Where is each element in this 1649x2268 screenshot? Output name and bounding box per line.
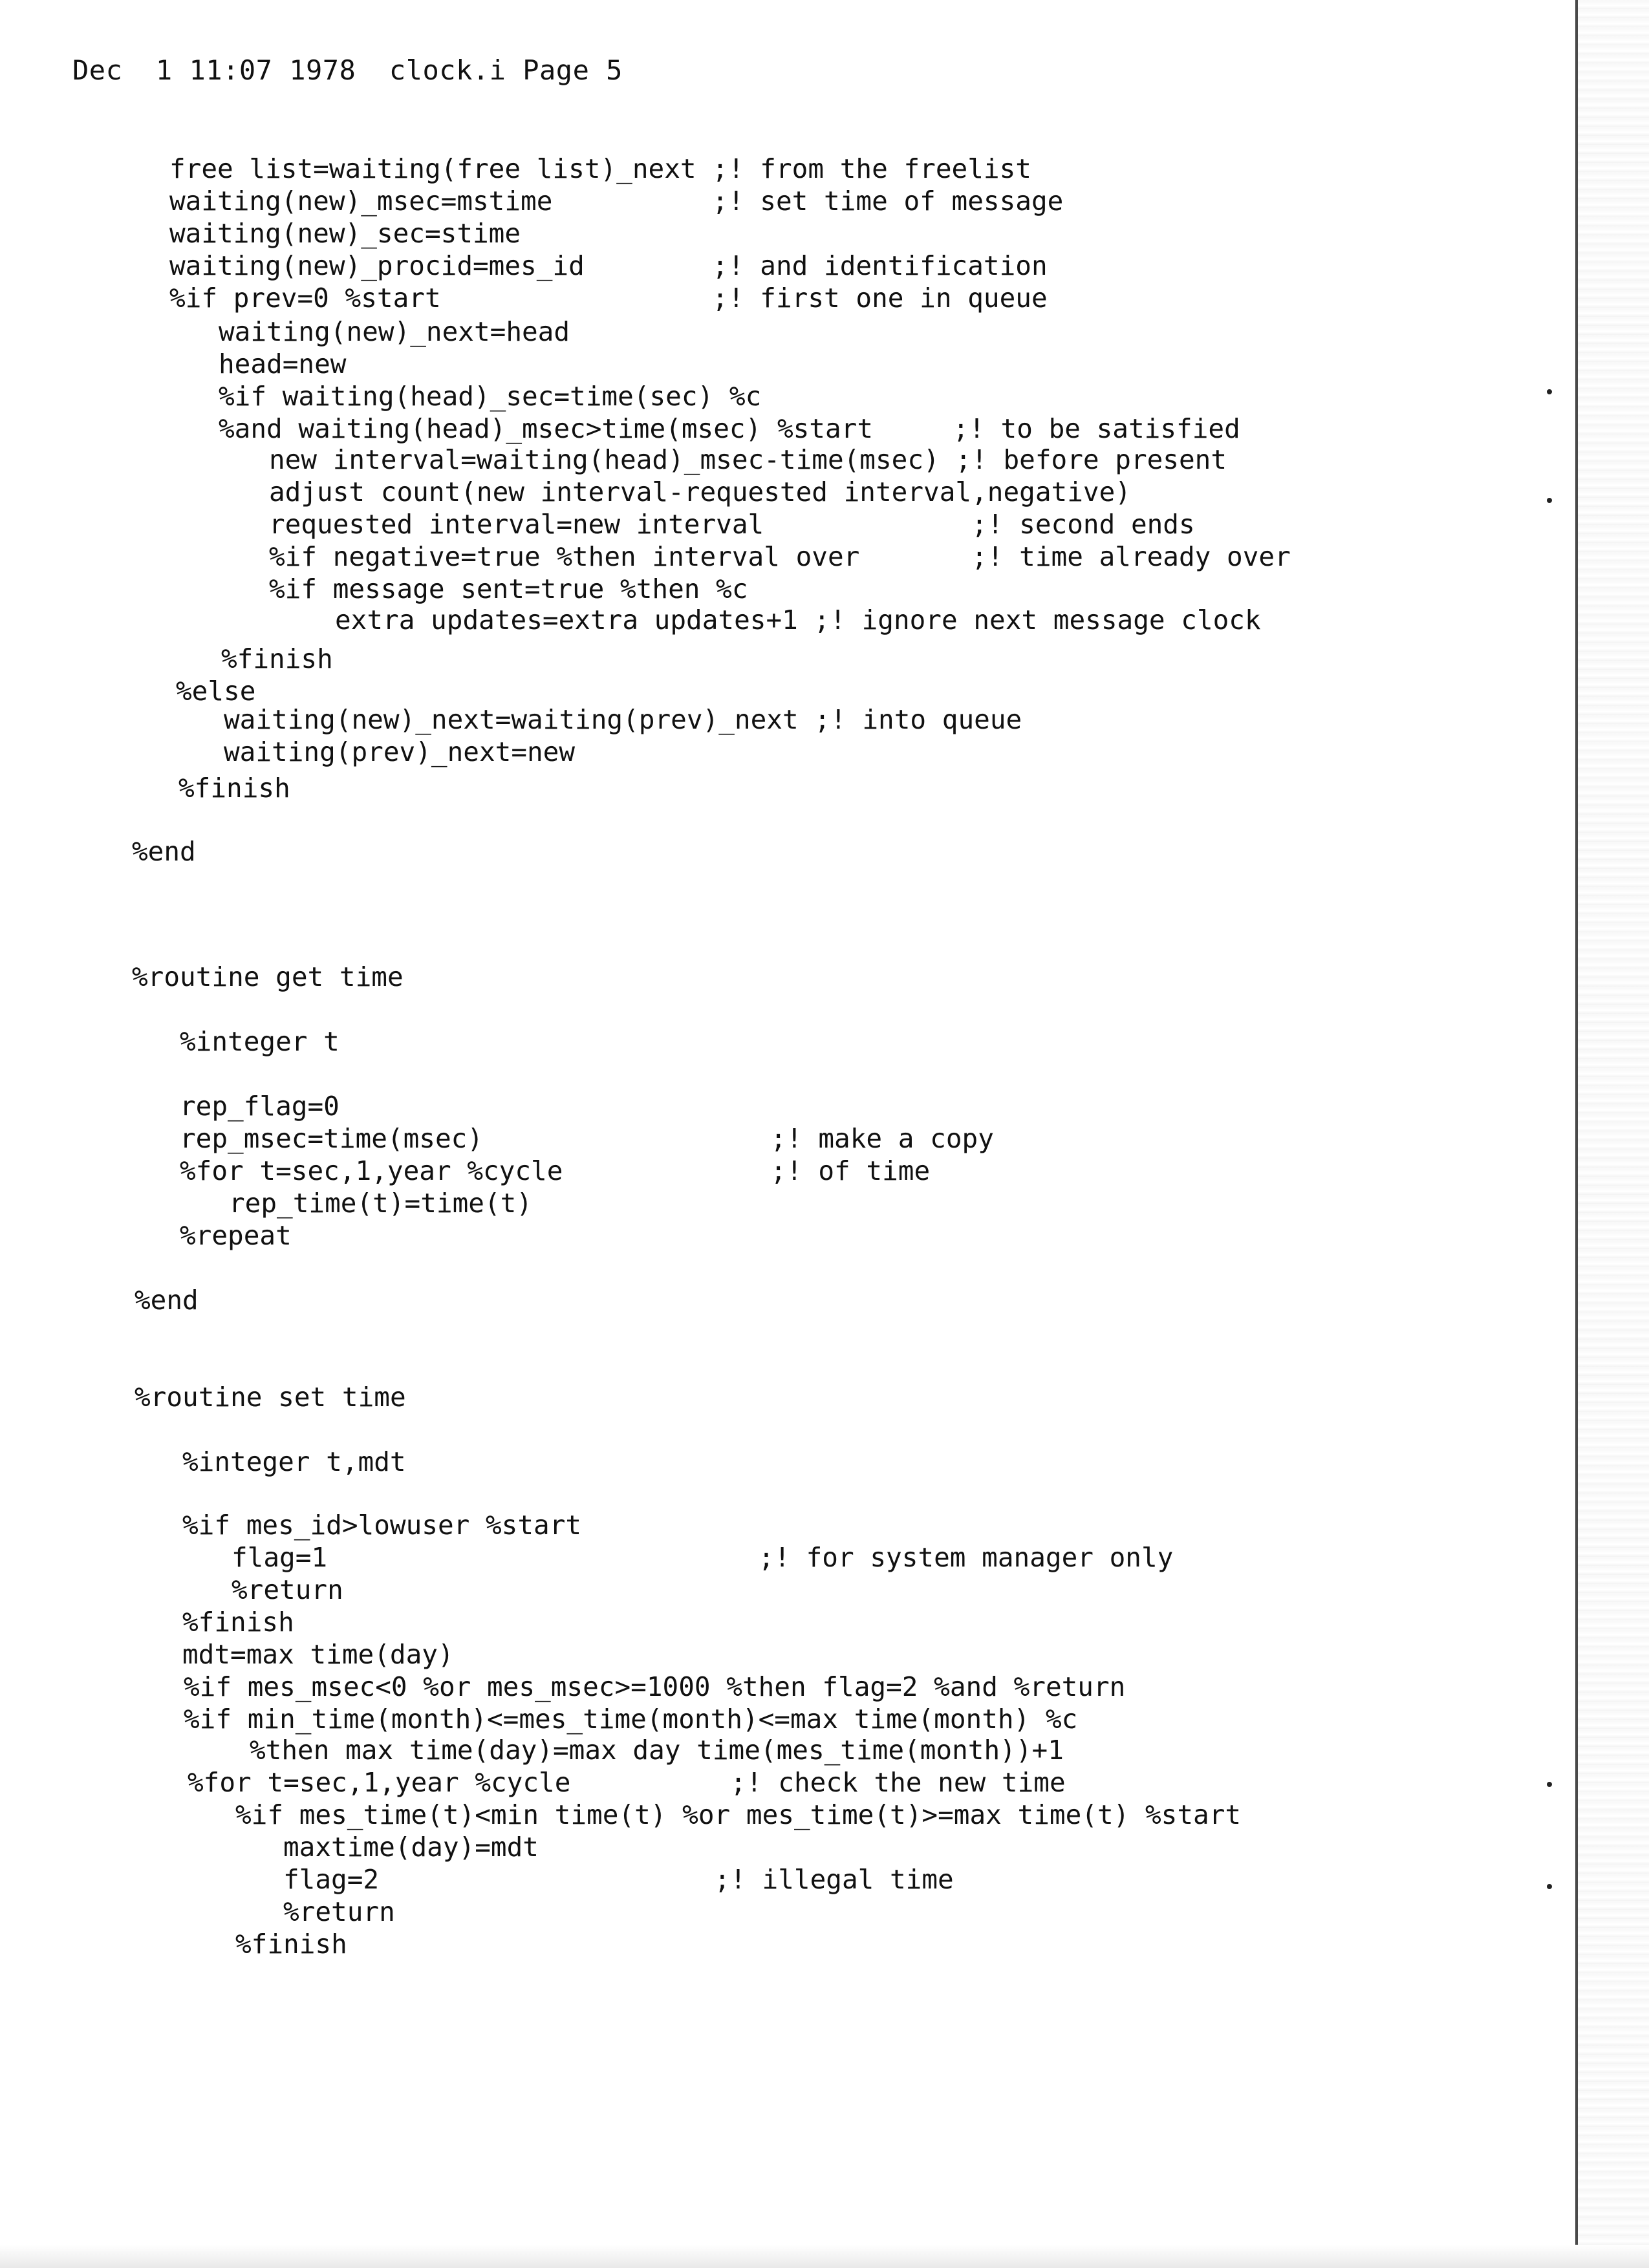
code-line: %for t=sec,1,year %cycle ;! of time xyxy=(180,1155,931,1186)
code-line: rep_msec=time(msec) ;! make a copy xyxy=(180,1123,994,1154)
code-line: %routine get time xyxy=(132,961,404,992)
code-line: maxtime(day)=mdt xyxy=(283,1832,539,1863)
code-line: waiting(new)_procid=mes_id ;! and identification xyxy=(169,250,1048,281)
scan-speck xyxy=(1547,389,1552,394)
code-line: %if mes_msec<0 %or mes_msec>=1000 %then flag=2 %and %return xyxy=(184,1671,1126,1702)
code-line: flag=1 ;! for system manager only xyxy=(232,1542,1174,1573)
code-line: %then max time(day)=max day time(mes_time(month))+1 xyxy=(250,1735,1064,1766)
code-line: %return xyxy=(283,1896,395,1927)
code-line: requested interval=new interval ;! second ends xyxy=(269,509,1195,540)
code-line: %finish xyxy=(235,1929,347,1960)
code-line: waiting(prev)_next=new xyxy=(224,736,576,767)
scan-speck xyxy=(1547,498,1552,503)
code-line: rep_time(t)=time(t) xyxy=(229,1188,532,1219)
code-line: waiting(new)_next=waiting(prev)_next ;! into queue xyxy=(224,704,1022,735)
code-line: %if mes_id>lowuser %start xyxy=(182,1510,582,1541)
code-line: %if message sent=true %then %c xyxy=(269,573,748,604)
code-line: %finish xyxy=(221,643,333,674)
code-line: %and waiting(head)_msec>time(msec) %start ;! to be satisfied xyxy=(219,413,1240,444)
code-line: %routine set time xyxy=(135,1382,406,1413)
code-line: rep_flag=0 xyxy=(180,1091,339,1122)
code-line: %else xyxy=(176,676,256,707)
code-line: %integer t xyxy=(180,1026,339,1057)
page-header: Dec 1 11:07 1978 clock.i Page 5 xyxy=(72,54,623,86)
code-line: new interval=waiting(head)_msec-time(msec) ;! before present xyxy=(269,444,1227,475)
code-line: flag=2 ;! illegal time xyxy=(283,1864,954,1895)
scan-speck xyxy=(1547,1884,1552,1889)
code-line: %if waiting(head)_sec=time(sec) %c xyxy=(219,381,762,412)
code-line: %integer t,mdt xyxy=(182,1446,406,1477)
scanned-page-bottom-edge xyxy=(0,2245,1649,2268)
code-line: %if prev=0 %start ;! first one in queue xyxy=(169,283,1048,314)
code-line: %if negative=true %then interval over ;! time already over xyxy=(269,541,1291,572)
code-line: %return xyxy=(232,1574,343,1605)
code-line: mdt=max time(day) xyxy=(182,1639,454,1670)
code-line: waiting(new)_sec=stime xyxy=(169,218,521,249)
code-line: extra updates=extra updates+1 ;! ignore next message clock xyxy=(335,604,1261,636)
code-line: waiting(new)_next=head xyxy=(219,316,570,347)
code-line: %if mes_time(t)<min time(t) %or mes_time(t)>=max time(t) %start xyxy=(235,1799,1242,1830)
scan-speck xyxy=(1547,1782,1552,1787)
code-line: waiting(new)_msec=mstime ;! set time of message xyxy=(169,186,1064,217)
code-line: adjust count(new interval-requested interval,negative) xyxy=(269,476,1131,508)
code-line: %end xyxy=(132,836,196,867)
code-line: %end xyxy=(135,1285,199,1316)
code-line: %repeat xyxy=(180,1220,292,1251)
code-line: head=new xyxy=(219,348,347,380)
code-line: %finish xyxy=(178,773,290,804)
scanned-page-edge xyxy=(1575,0,1649,2268)
code-line: %finish xyxy=(182,1607,294,1638)
code-line: free list=waiting(free list)_next ;! from the freelist xyxy=(169,153,1031,184)
code-line: %if min_time(month)<=mes_time(month)<=max time(month) %c xyxy=(184,1704,1078,1735)
code-line: %for t=sec,1,year %cycle ;! check the new time xyxy=(188,1767,1066,1798)
